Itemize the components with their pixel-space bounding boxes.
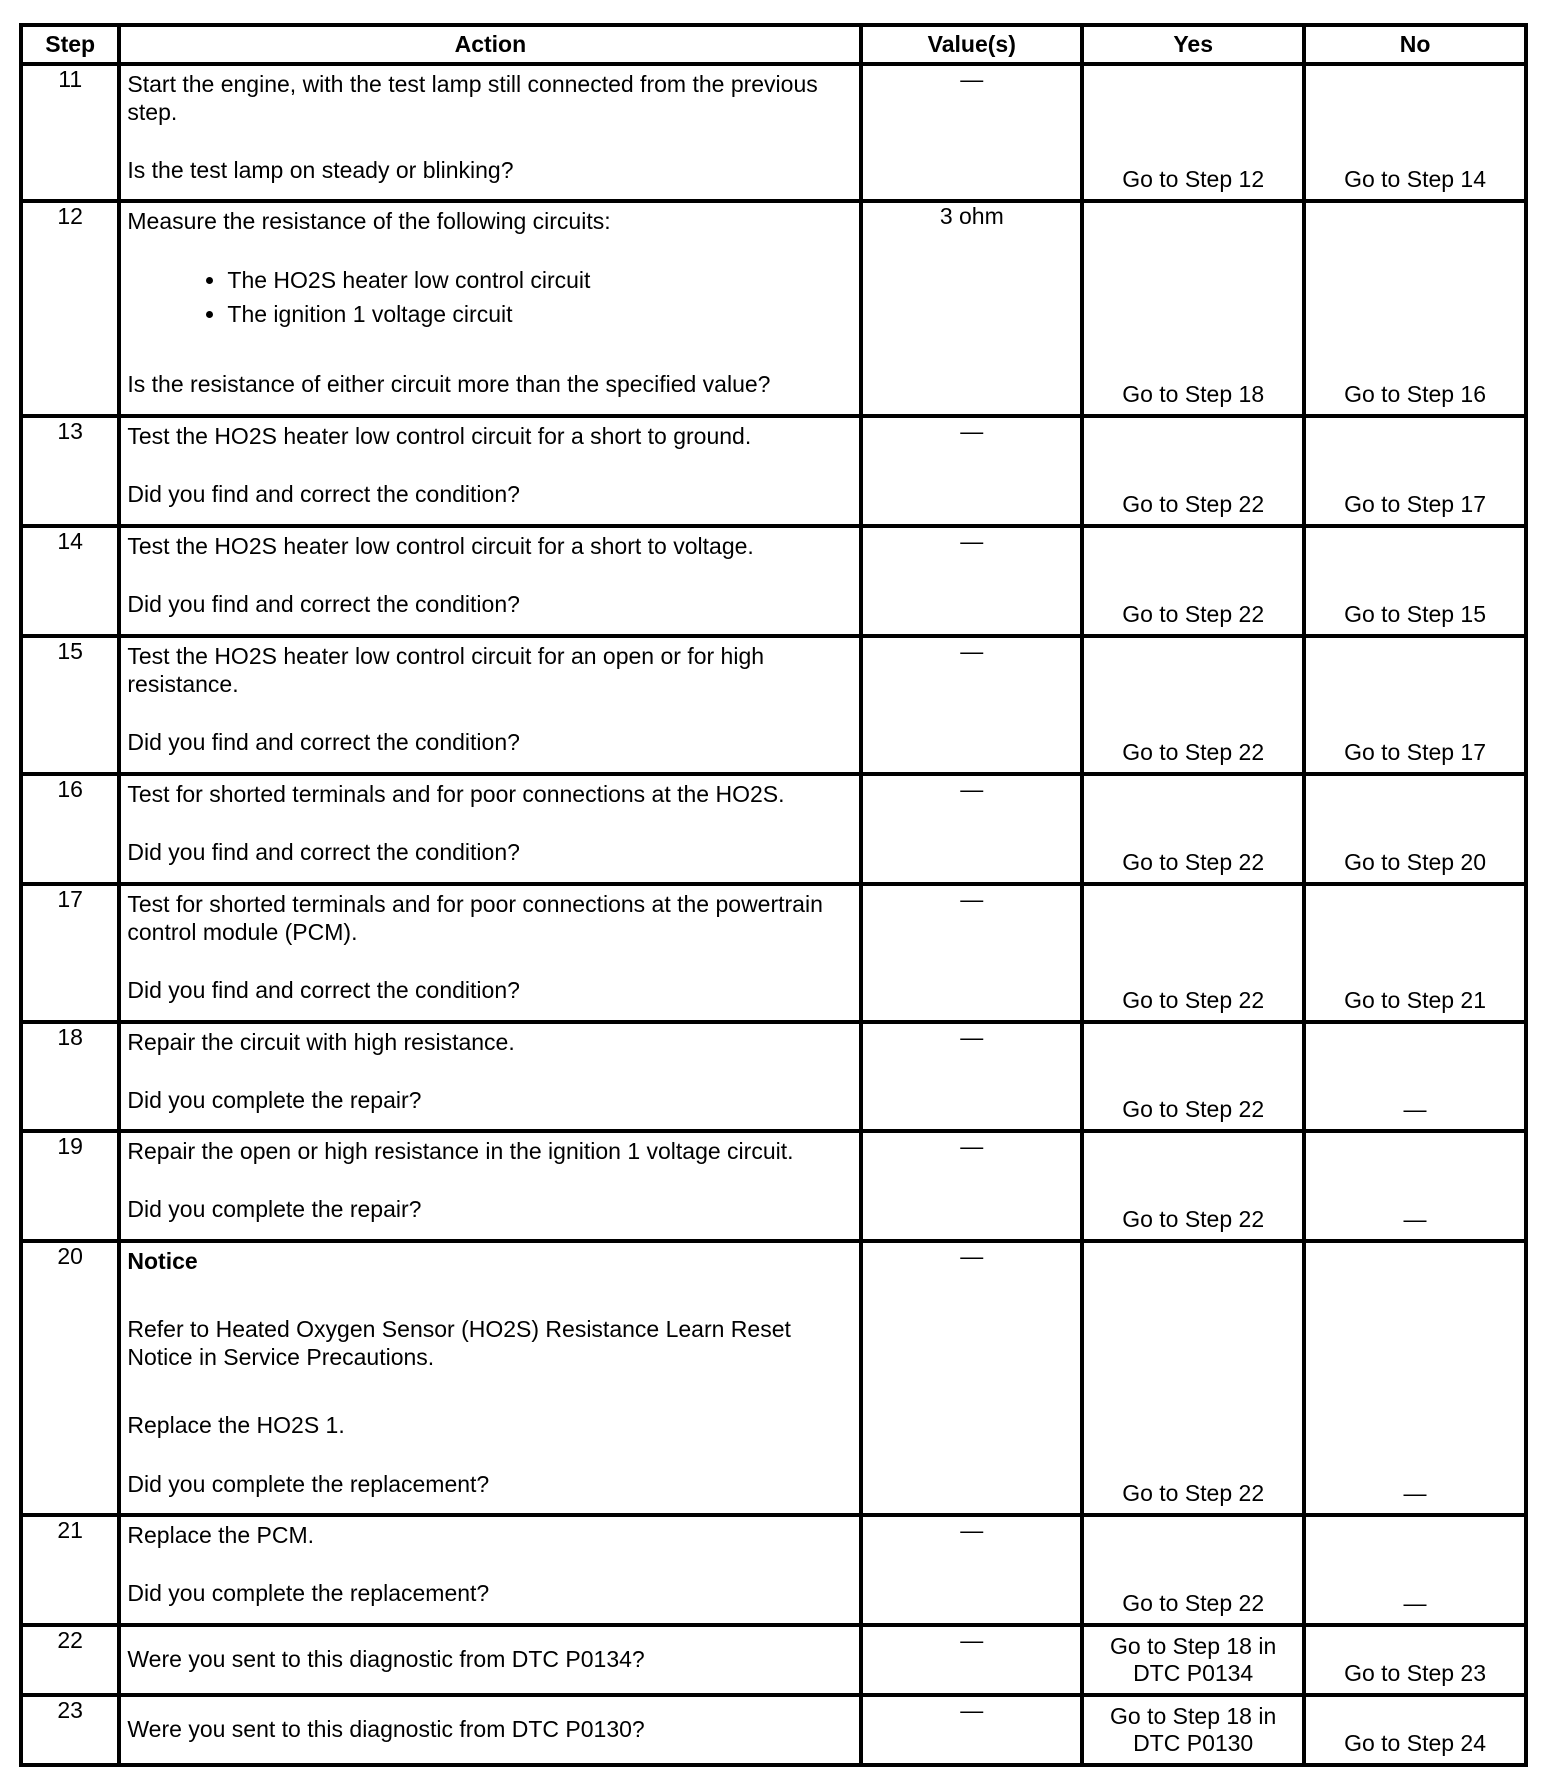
no-link: — [1403, 1096, 1427, 1123]
no-cell [1304, 1515, 1526, 1625]
no-cell [1304, 636, 1526, 774]
yes-cell [1082, 1022, 1304, 1131]
action-question: Did you complete the repair? [127, 1196, 422, 1223]
table-row [21, 1515, 1526, 1625]
yes-link: Go to Step 12 [1122, 166, 1265, 193]
no-cell [1304, 1695, 1526, 1765]
action-text: Measure the resistance of the following circuits: [127, 208, 611, 235]
no-link: Go to Step 24 [1344, 1730, 1487, 1756]
no-link: Go to Step 17 [1344, 490, 1487, 517]
action-question: Did you find and correct the condition? [127, 838, 520, 865]
step-number: 21 [21, 1515, 119, 1625]
table-row [21, 1695, 1526, 1765]
yes-link: Go to Step 22 [1122, 1479, 1265, 1506]
step-number: 14 [21, 526, 119, 636]
table-row [21, 1022, 1526, 1131]
yes-cell [1082, 1241, 1304, 1514]
header-action: Action [119, 25, 861, 64]
value-cell: — [861, 636, 1082, 774]
action-question: Did you find and correct the condition? [127, 728, 520, 755]
step-number: 17 [21, 884, 119, 1022]
action-text: Refer to Heated Oxygen Sensor (HO2S) Resistance Learn Reset Notice in Service Precautions. [127, 1316, 791, 1371]
value-cell: — [861, 416, 1082, 525]
yes-cell [1082, 416, 1304, 525]
table-row [21, 1241, 1526, 1514]
no-cell [1304, 774, 1526, 884]
action-text: Test for shorted terminals and for poor connections at the powertrain control module (PCM). [127, 890, 823, 945]
value-cell: — [861, 64, 1082, 201]
yes-link: Go to Step 22 [1122, 1589, 1265, 1616]
yes-cell [1082, 1695, 1304, 1765]
step-number: 19 [21, 1131, 119, 1241]
yes-cell [1082, 526, 1304, 636]
yes-cell [1082, 1625, 1304, 1695]
table-row [21, 774, 1526, 884]
no-link: Go to Step 15 [1344, 600, 1487, 627]
value-cell: — [861, 1695, 1082, 1765]
no-link: Go to Step 14 [1344, 166, 1487, 193]
no-cell [1304, 526, 1526, 636]
value-cell: — [861, 1241, 1082, 1514]
no-cell [1304, 201, 1526, 416]
action-cell [119, 1515, 861, 1625]
no-cell [1304, 1131, 1526, 1241]
action-text: Test the HO2S heater low control circuit for a short to voltage. [127, 532, 754, 559]
header-step: Step [21, 25, 119, 64]
action-cell [119, 1625, 861, 1695]
no-link: Go to Step 17 [1344, 738, 1487, 765]
yes-cell [1082, 201, 1304, 416]
no-cell [1304, 1625, 1526, 1695]
action-question: Did you complete the replacement? [127, 1470, 490, 1497]
step-number: 16 [21, 774, 119, 884]
yes-cell [1082, 884, 1304, 1022]
table-row [21, 636, 1526, 774]
step-number: 13 [21, 416, 119, 525]
action-question: Were you sent to this diagnostic from DTC P0130? [127, 1715, 645, 1742]
step-number: 15 [21, 636, 119, 774]
action-cell [119, 64, 861, 201]
no-link: — [1403, 1479, 1427, 1506]
circuit-list [127, 263, 853, 331]
yes-link: Go to Step 18 [1122, 381, 1265, 408]
step-number: 22 [21, 1625, 119, 1695]
header-no: No [1304, 25, 1526, 64]
action-cell [119, 526, 861, 636]
action-text: Test for shorted terminals and for poor connections at the HO2S. [127, 780, 785, 807]
yes-link: Go to Step 22 [1122, 1096, 1265, 1123]
action-text: Repair the circuit with high resistance. [127, 1029, 515, 1056]
action-question: Is the resistance of either circuit more than the specified value? [127, 371, 771, 398]
value-cell: — [861, 1515, 1082, 1625]
header-yes: Yes [1082, 25, 1304, 64]
value-cell: — [861, 1131, 1082, 1241]
value-cell: — [861, 774, 1082, 884]
yes-link: Go to Step 22 [1122, 490, 1265, 517]
yes-link: Go to Step 22 [1122, 987, 1265, 1014]
yes-link: Go to Step 22 [1122, 600, 1265, 627]
no-cell [1304, 1022, 1526, 1131]
action-question: Did you find and correct the condition? [127, 481, 520, 508]
action-question: Were you sent to this diagnostic from DTC P0134? [127, 1645, 645, 1672]
action-text: Repair the open or high resistance in the ignition 1 voltage circuit. [127, 1138, 794, 1165]
no-link: Go to Step 20 [1344, 848, 1487, 875]
value-cell: — [861, 1625, 1082, 1695]
action-cell [119, 884, 861, 1022]
action-text: Test the HO2S heater low control circuit for a short to ground. [127, 423, 752, 450]
yes-cell [1082, 1515, 1304, 1625]
action-question: Did you find and correct the condition? [127, 590, 520, 617]
diagnostic-table [19, 23, 1528, 1767]
step-number: 11 [21, 64, 119, 201]
yes-link: Go to Step 22 [1122, 738, 1265, 765]
yes-link: Go to Step 22 [1122, 848, 1265, 875]
step-number: 12 [21, 201, 119, 416]
action-cell [119, 636, 861, 774]
action-question: Is the test lamp on steady or blinking? [127, 157, 514, 183]
table-row [21, 526, 1526, 636]
no-cell [1304, 416, 1526, 525]
no-link: Go to Step 16 [1344, 381, 1487, 408]
value-cell: — [861, 526, 1082, 636]
action-cell [119, 1241, 861, 1514]
action-text: Replace the HO2S 1. [127, 1412, 345, 1439]
action-text: Replace the PCM. [127, 1521, 315, 1548]
header-row [21, 25, 1526, 64]
notice-title: Notice [127, 1248, 198, 1275]
table-row [21, 1625, 1526, 1695]
yes-link: Go to Step 18 in DTC P0134 [1110, 1632, 1277, 1686]
value-cell: — [861, 1022, 1082, 1131]
table-row [21, 1131, 1526, 1241]
action-cell [119, 1695, 861, 1765]
header-values: Value(s) [861, 25, 1082, 64]
yes-cell [1082, 774, 1304, 884]
action-cell [119, 416, 861, 525]
yes-cell [1082, 64, 1304, 201]
yes-cell [1082, 636, 1304, 774]
action-text: Test the HO2S heater low control circuit for an open or for high resistance. [127, 642, 765, 697]
action-cell [119, 201, 861, 416]
no-cell [1304, 884, 1526, 1022]
value-cell: — [861, 884, 1082, 1022]
yes-cell [1082, 1131, 1304, 1241]
action-cell [119, 1022, 861, 1131]
no-cell [1304, 1241, 1526, 1514]
no-link: Go to Step 23 [1344, 1659, 1487, 1686]
yes-link: Go to Step 22 [1122, 1206, 1265, 1233]
no-link: — [1403, 1206, 1427, 1233]
yes-link: Go to Step 18 in DTC P0130 [1110, 1703, 1277, 1756]
no-link: Go to Step 21 [1344, 987, 1487, 1014]
table-row [21, 201, 1526, 416]
action-text: Start the engine, with the test lamp still connected from the previous step. [127, 71, 818, 125]
action-question: Did you complete the replacement? [127, 1579, 490, 1606]
action-question: Did you complete the repair? [127, 1087, 422, 1114]
value-cell: 3 ohm [861, 201, 1082, 416]
action-question: Did you find and correct the condition? [127, 976, 520, 1003]
step-number: 18 [21, 1022, 119, 1131]
table-row [21, 64, 1526, 201]
list-item: • The HO2S heater low control circuit [227, 263, 853, 297]
step-number: 20 [21, 1241, 119, 1514]
no-cell [1304, 64, 1526, 201]
list-item: • The ignition 1 voltage circuit [227, 297, 853, 331]
action-cell [119, 1131, 861, 1241]
no-link: — [1403, 1589, 1427, 1616]
action-cell [119, 774, 861, 884]
table-row [21, 884, 1526, 1022]
table-row [21, 416, 1526, 525]
step-number: 23 [21, 1695, 119, 1765]
